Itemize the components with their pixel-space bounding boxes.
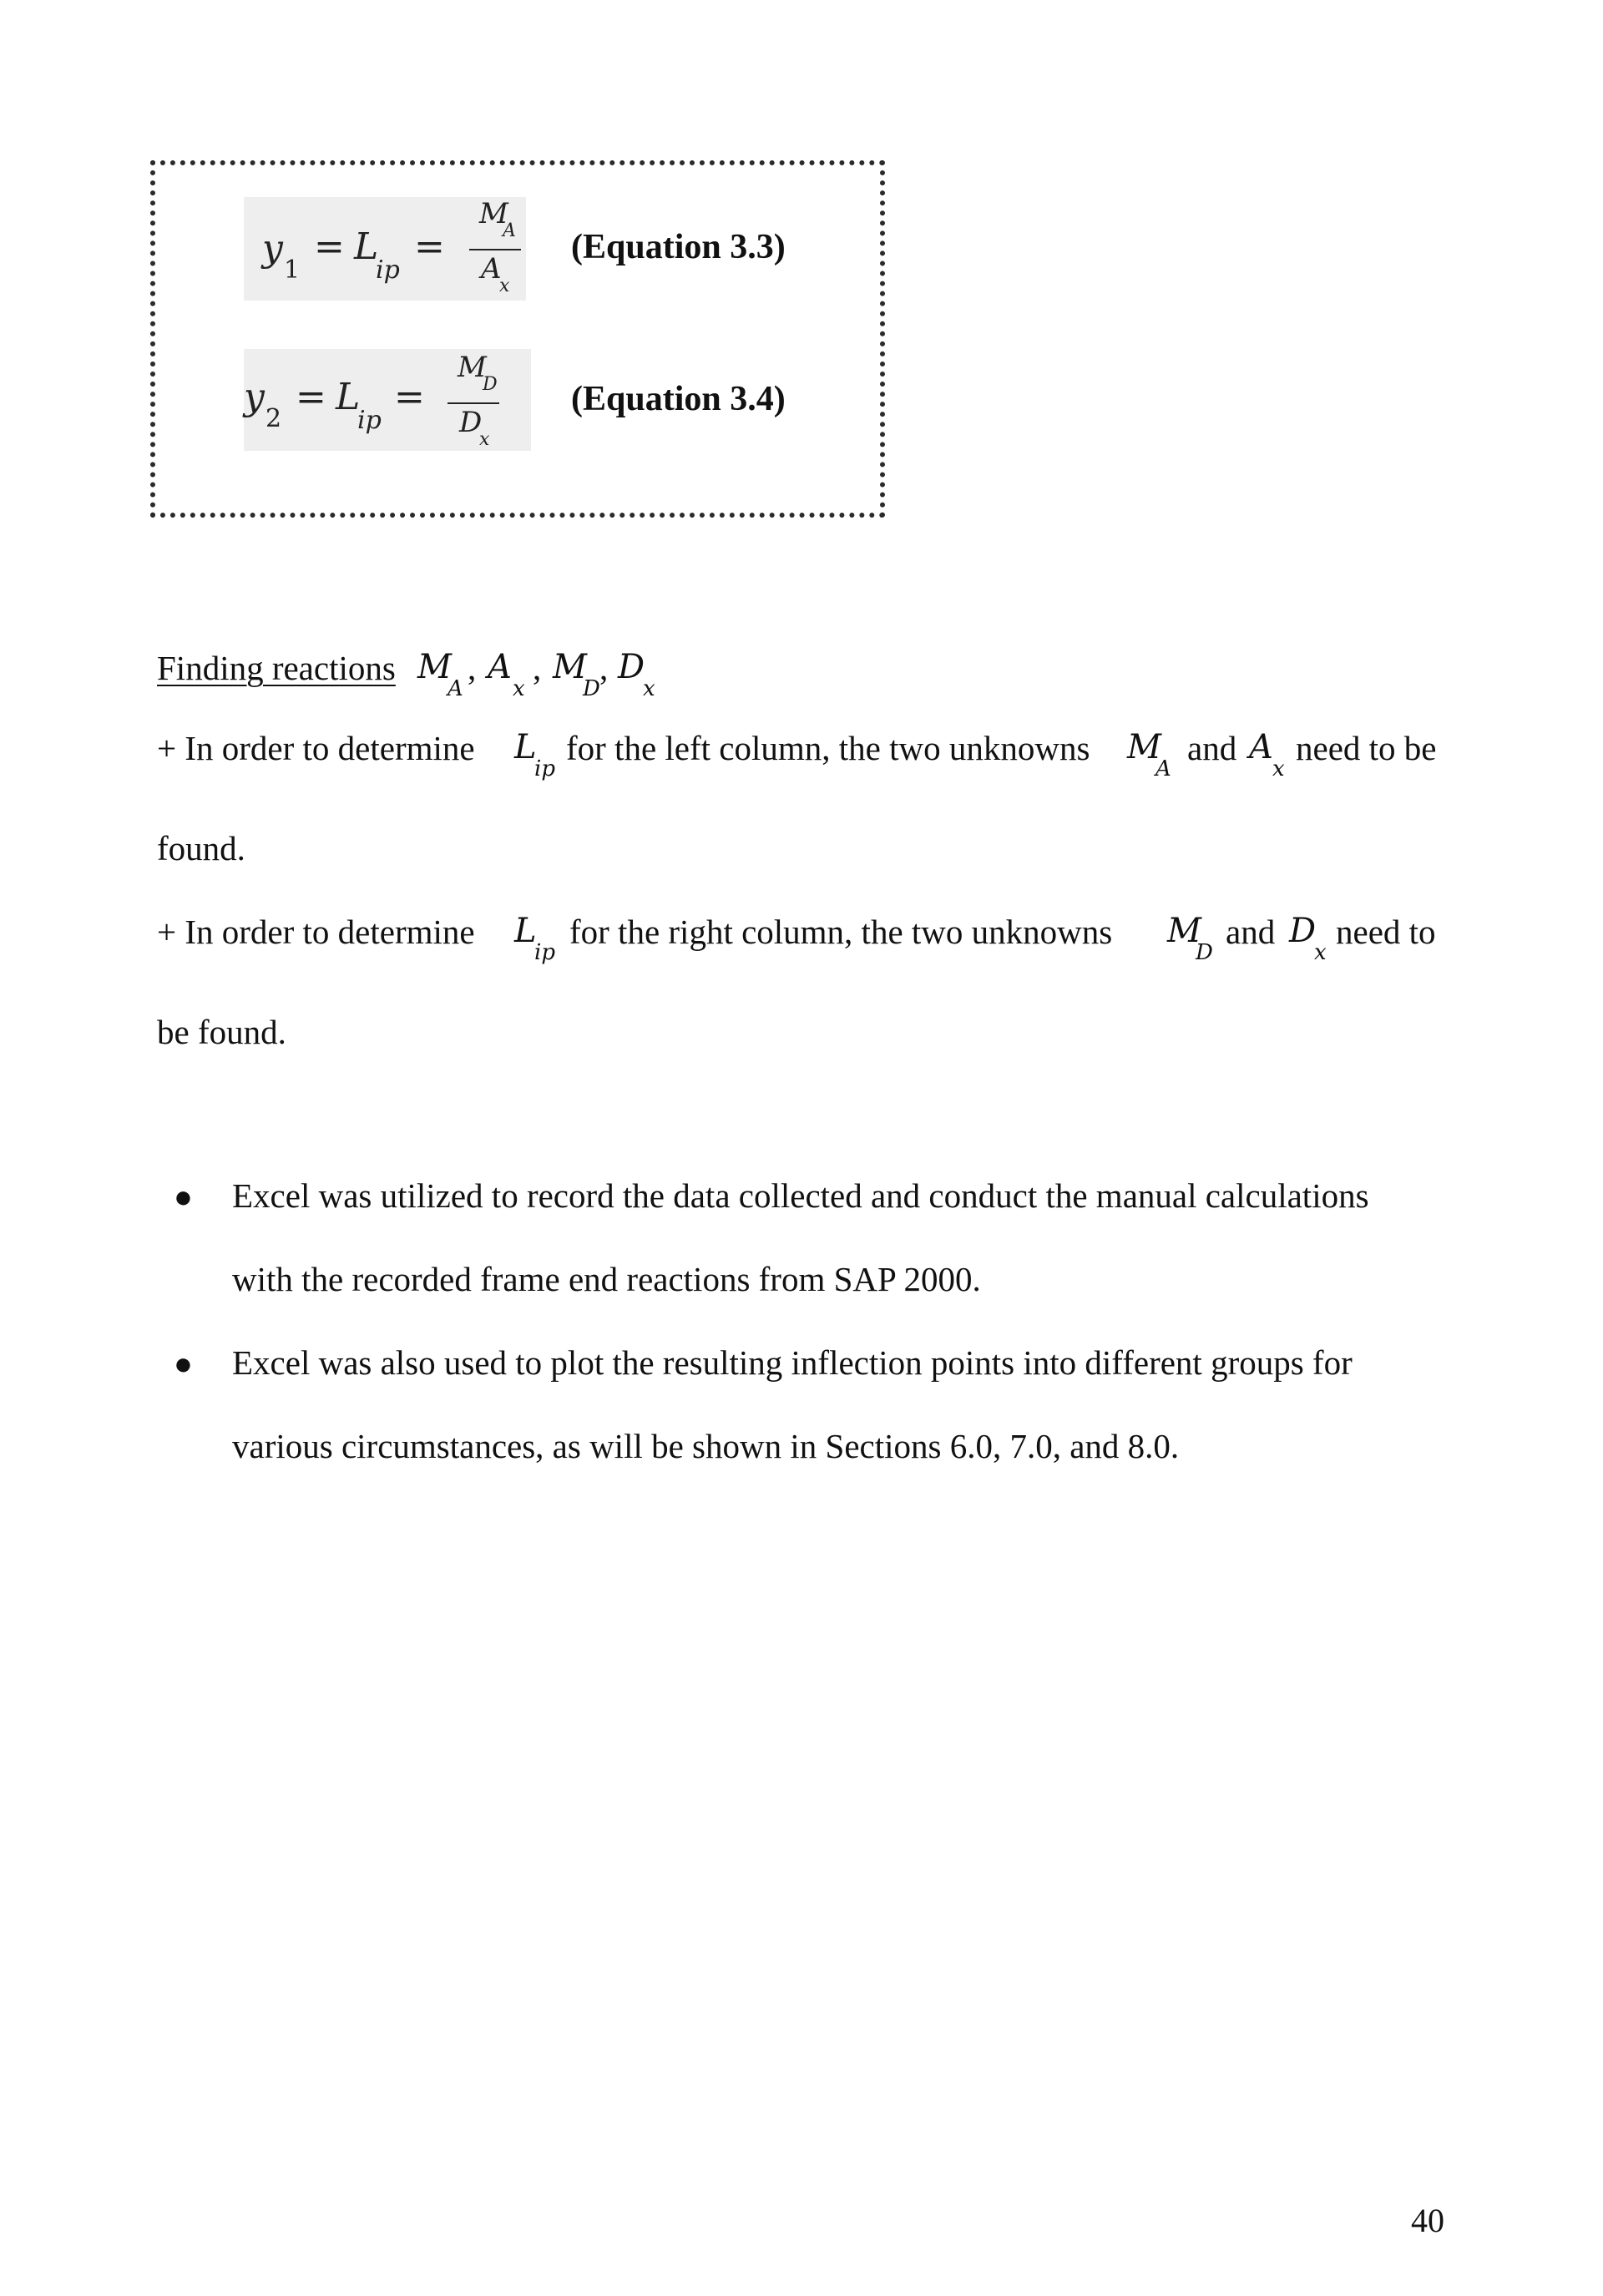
eq-subscript: 1 <box>284 255 301 285</box>
equation-3-4-label: (Equation 3.4) <box>571 380 786 418</box>
eq-equals: = <box>314 225 345 268</box>
eq-symbol: L <box>354 225 379 268</box>
paragraph-2-text: for the right column, the two unknowns <box>569 913 1113 951</box>
eq-subscript: x <box>479 429 490 450</box>
paragraph-2-text: + In order to determine <box>157 913 475 951</box>
paragraph-1-text: for the left column, the two unknowns <box>566 729 1090 767</box>
eq-equals: = <box>414 225 445 268</box>
var-M: M <box>1127 728 1161 766</box>
comma: , <box>468 649 477 687</box>
eq-denominator: D <box>459 406 483 439</box>
page-number: 40 <box>1411 2202 1444 2239</box>
paragraph-2-text: and <box>1226 913 1276 951</box>
fraction-bar <box>448 402 499 404</box>
comma: , <box>599 649 609 687</box>
eq-denominator: A <box>481 252 502 286</box>
var-sub: x <box>1272 756 1285 781</box>
var-sub: A <box>448 676 463 701</box>
eq-equals: = <box>394 376 425 418</box>
var-sub: D <box>1196 940 1213 965</box>
eq-symbol: y <box>244 376 265 418</box>
bullet-1-line-2: with the recorded frame end reactions from SAP 2000. <box>232 1260 981 1298</box>
paragraph-2-text: need to <box>1336 913 1436 951</box>
bullet-1-line-1: Excel was utilized to record the data collected and conduct the manual calculations <box>232 1176 1369 1215</box>
equation-3-4-formula <box>244 349 531 451</box>
bullet-icon: ● <box>174 1180 193 1215</box>
var-sub: x <box>1314 940 1327 965</box>
var-M: M <box>417 648 452 686</box>
var-sub: ip <box>534 756 555 781</box>
var-L: L <box>514 912 537 950</box>
eq-subscript: A <box>503 220 516 241</box>
eq-subscript: 2 <box>265 404 282 433</box>
eq-subscript: ip <box>357 406 382 435</box>
eq-numerator: M <box>458 351 487 384</box>
paragraph-1-text: found. <box>157 829 245 867</box>
var-D: D <box>618 648 645 686</box>
var-M: M <box>1167 912 1201 950</box>
eq-subscript: x <box>499 276 510 296</box>
equation-3-3-label: (Equation 3.3) <box>571 228 786 266</box>
var-A: A <box>488 648 512 686</box>
paragraph-2-text: be found. <box>157 1013 286 1051</box>
var-L: L <box>514 728 537 766</box>
equation-3-3-formula <box>244 197 526 301</box>
bullet-2-line-1: Excel was also used to plot the resulting inflection points into different groups for <box>232 1343 1353 1382</box>
var-sub: ip <box>534 940 555 965</box>
eq-subscript: ip <box>376 255 400 285</box>
eq-equals: = <box>296 376 326 418</box>
bullet-icon: ● <box>174 1347 193 1382</box>
bullet-2-line-2: various circumstances, as will be shown in Sections 6.0, 7.0, and 8.0. <box>232 1427 1180 1465</box>
var-sub: A <box>1155 756 1171 781</box>
fraction-bar <box>469 249 521 250</box>
eq-numerator: M <box>479 197 508 230</box>
eq-subscript: D <box>483 374 498 395</box>
var-sub: D <box>583 676 600 701</box>
paragraph-1-text: need to be <box>1296 729 1437 767</box>
paragraph-1-text: + In order to determine <box>157 729 475 767</box>
var-D: D <box>1289 912 1317 950</box>
eq-symbol: L <box>336 376 361 418</box>
eq-symbol: y <box>262 227 283 270</box>
section-heading: Finding reactions <box>157 649 396 687</box>
var-sub: x <box>643 676 655 701</box>
var-A: A <box>1249 728 1273 766</box>
var-M: M <box>553 648 587 686</box>
paragraph-1-text: and <box>1187 729 1237 767</box>
var-sub: x <box>513 676 525 701</box>
comma: , <box>533 649 542 687</box>
